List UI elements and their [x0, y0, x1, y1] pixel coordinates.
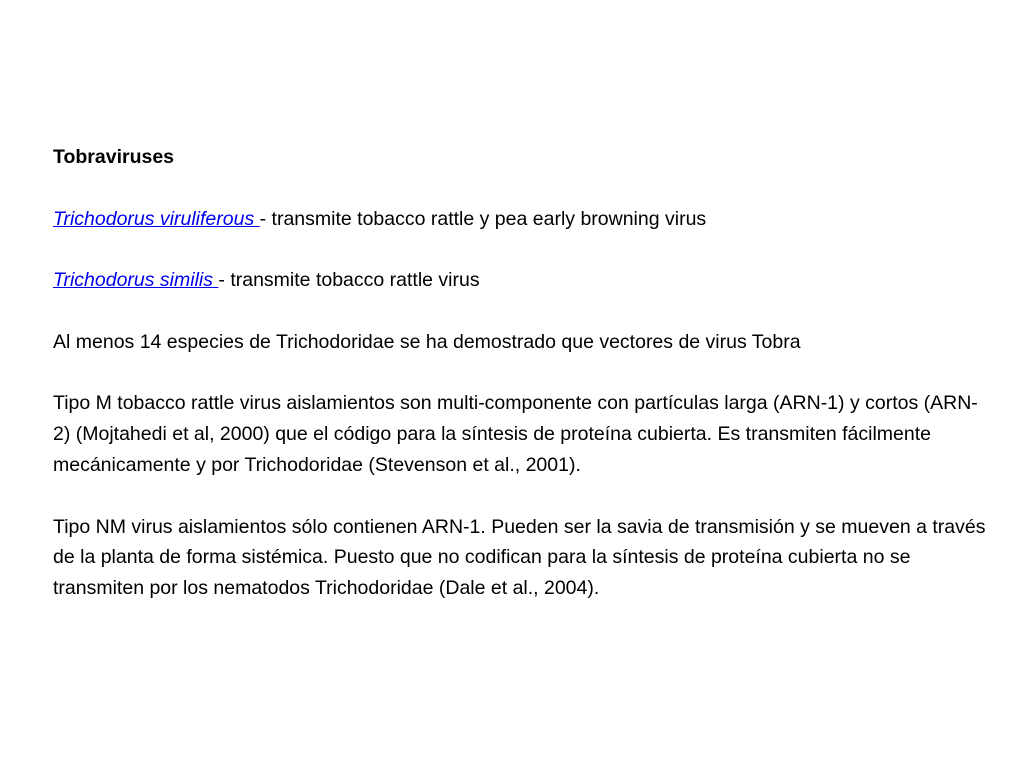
vector-item-description: - transmite tobacco rattle y pea early browning virus — [259, 207, 707, 230]
vector-item-similis — [53, 265, 993, 296]
paragraph-species-count: Al menos 14 especies de Trichodoridae se ha demostrado que vectores de virus Tobra — [53, 330, 801, 353]
paragraph-type-m: Tipo M tobacco rattle virus aislamientos son multi-componente con partículas larga (ARN-1) y cortos (ARN-2) (Mojtahedi et al, 2000) que el código para la síntesis de proteína cubierta. Es transmiten fácilmente mecánicamente y por Trichodoridae (Stevenson et al., 2001). — [53, 392, 978, 476]
vector-item-viruliferous — [53, 204, 993, 235]
trichodorus-similis-link[interactable]: Trichodorus similis — [53, 269, 219, 292]
slide-title: Tobraviruses — [53, 146, 175, 168]
slide-content — [53, 142, 993, 604]
trichodorus-viruliferous-link[interactable]: Trichodorus viruliferous — [53, 207, 260, 230]
paragraph-type-nm: Tipo NM virus aislamientos sólo contienen ARN-1. Pueden ser la savia de transmisión y se mueven a través de la planta de forma sistémica. Puesto que no codifican para la síntesis de proteína cubierta no se transmiten por los nematodos Trichodoridae (Dale et al., 2004). — [53, 515, 986, 600]
vector-item-description: - transmite tobacco rattle virus — [218, 269, 480, 292]
